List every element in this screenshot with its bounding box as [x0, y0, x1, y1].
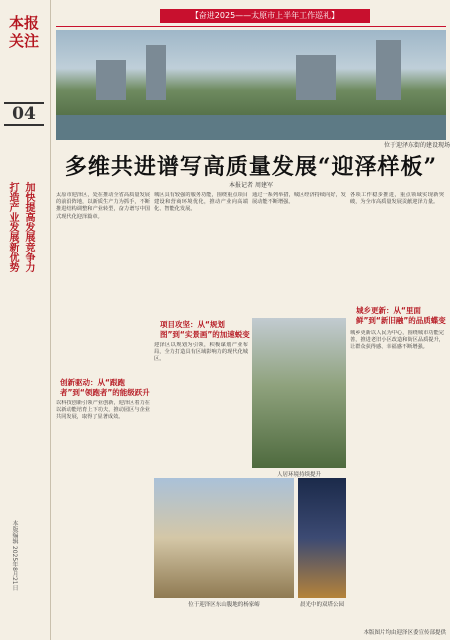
byline: 本报记者 周建军 [229, 182, 273, 189]
subhead-projects: 项目攻坚：从“规划图”到“实景画”的加速蜕变 [160, 320, 250, 339]
bottom-right-photo [298, 478, 346, 598]
top-banner: 【奋进2025——太原市上半年工作巡礼】 [160, 9, 370, 23]
building-shape [96, 60, 126, 100]
building-shape [376, 40, 401, 100]
body-column-4b: 城乡更新以人民为中心，围绕城市功能完善，推进老旧小区改造和街区品质提升，让群众获得感、幸福感不断增强。 [350, 330, 444, 351]
water-shape [56, 115, 446, 140]
building-shape [146, 45, 166, 100]
building-shape [296, 55, 336, 100]
body-column-1: 太原市迎泽区，处在推动全省高质量发展的前沿阵地，以新质生产力为抓手，不断推进结构调整和产业转型，奋力谱写中国式现代化迎泽篇章。 [56, 192, 150, 220]
body-column-3: 通过一系列举措，城区经济持续向好，发展动能不断增强。 [252, 192, 346, 206]
top-rule [56, 26, 446, 27]
body-column-4: 各项工作稳步推进，重点领域实现新突破，为全市高质量发展贡献迎泽力量。 [350, 192, 444, 206]
bottom-right-caption: 晨光中的双塔公园 [299, 602, 344, 608]
subhead-innovation: 创新驱动：从“跟跑者”到“领跑者”的能级跃升 [60, 378, 150, 397]
top-photo [56, 30, 446, 140]
page-number: 04 [4, 102, 44, 126]
side-column [0, 0, 51, 640]
bottom-left-caption: 位于迎泽区东山腹地的杨家峪 [188, 602, 260, 608]
bottom-left-photo [154, 478, 294, 598]
subhead-urban-renewal: 城乡更新：从“里面鲜”到“新旧融”的品质蝶变 [356, 306, 446, 325]
body-column-2b: 迎泽区以规划为引领，积极谋划产业布局，全力打造具有区域影响力的现代化城区。 [154, 342, 248, 363]
middle-photo [252, 318, 346, 468]
headline: 多维共进谱写高质量发展“迎泽样板” [64, 154, 438, 180]
top-photo-caption: 位于迎泽东街的建设现场 [383, 142, 450, 149]
side-footer: 本版编辑 2025年8月21日 [11, 520, 18, 591]
body-column-1b: 以科技创新引领产业创新，迎泽区着力在以新动能培育上下功夫，推动园区与企业共同发展，取得了显著成效。 [56, 400, 150, 421]
side-title-b: 加快提高发展竞争力 [23, 182, 34, 272]
middle-photo-caption: 人居环境持续提升 [276, 472, 321, 478]
photo-credit: 本版图片均由迎泽区委宣传部提供 [363, 630, 446, 636]
body-column-2: 城区具有较强的服务功能，围绕重点项目建设和营商环境优化，推动产业向高端化、智能化发展。 [154, 192, 248, 213]
side-title-a: 打造产业发展新优势 [7, 182, 18, 272]
section-label: 本报关注 [8, 14, 39, 50]
